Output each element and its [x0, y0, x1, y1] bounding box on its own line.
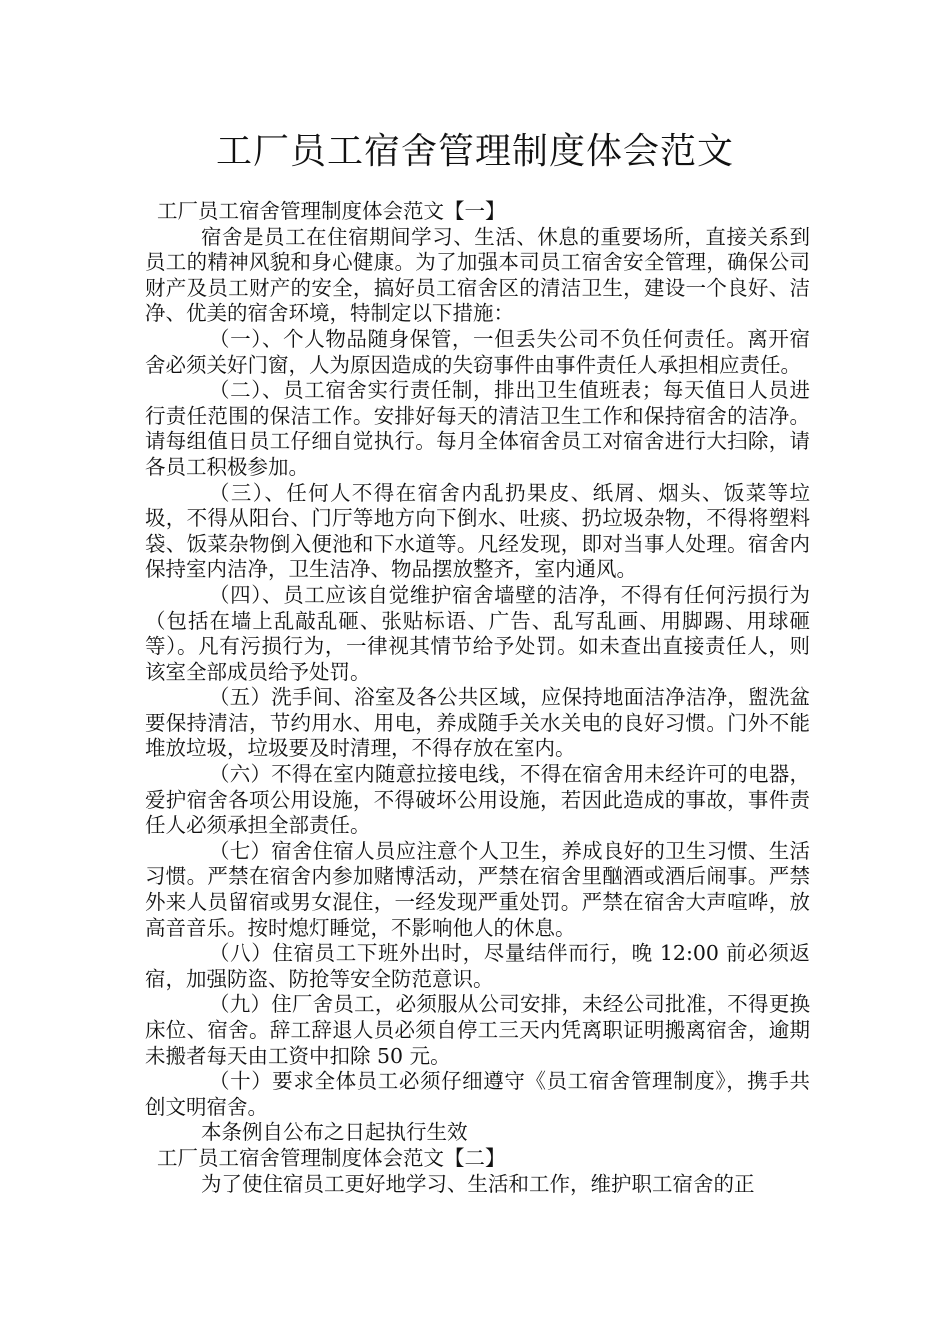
- rule-item-4: （四）、员工应该自觉维护宿舍墙壁的洁净，不得有任何污损行为（包括在墙上乱敲乱砸、张贴标语、广告、乱写乱画、用脚踢、用球砸等）。凡有污损行为，一律视其情节给予处罚。如未查出直接责任人，则该室全部成员给予处罚。: [145, 582, 810, 684]
- document-body: [145, 199, 810, 1197]
- rule-item-8: （八）住宿员工下班外出时，尽量结伴而行，晚 12:00 前必须返宿，加强防盗、防抢等安全防范意识。: [145, 941, 810, 991]
- document-title: 工厂员工宿舍管理制度体会范文: [215, 131, 734, 172]
- rule-item-10: （十）要求全体员工必须仔细遵守《员工宿舍管理制度》，携手共创文明宿舍。: [145, 1069, 810, 1119]
- rule-item-9: （九）住厂舍员工，必须服从公司安排，未经公司批准，不得更换床位、宿舍。辞工辞退人员必须自停工三天内凭离职证明搬离宿舍，逾期未搬者每天由工资中扣除 50 元。: [145, 992, 810, 1068]
- rule-item-6: （六）不得在室内随意拉接电线，不得在宿舍用未经许可的电器，爱护宿舍各项公用设施，不得破坏公用设施，若因此造成的事故，事件责任人必须承担全部责任。: [145, 762, 810, 838]
- rule-item-3: （三）、任何人不得在宿舍内乱扔果皮、纸屑、烟头、饭菜等垃圾，不得从阳台、门厅等地方向下倒水、吐痰、扔垃圾杂物，不得将塑料袋、饭菜杂物倒入便池和下水道等。凡经发现，即对当事人处理。宿舍内保持室内洁净，卫生洁净、物品摆放整齐，室内通风。: [145, 480, 810, 582]
- rule-item-7: （七）宿舍住宿人员应注意个人卫生，养成良好的卫生习惯、生活习惯。严禁在宿舍内参加赌博活动，严禁在宿舍里酗酒或酒后闹事。严禁外来人员留宿或男女混住，一经发现严重处罚。严禁在宿舍大声喧哗，放高音音乐。按时熄灯睡觉，不影响他人的休息。: [145, 838, 810, 940]
- rule-item-5: （五）洗手间、浴室及各公共区域，应保持地面洁净洁净，盥洗盆要保持清洁，节约用水、用电，养成随手关水关电的良好习惯。门外不能堆放垃圾，垃圾要及时清理，不得存放在室内。: [145, 685, 810, 761]
- rule-item-2: （二）、员工宿舍实行责任制，排出卫生值班表；每天值日人员进行责任范围的保洁工作。安排好每天的清洁卫生工作和保持宿舍的洁净。请每组值日员工仔细自觉执行。每月全体宿舍员工对宿舍进行大扫除，请各员工积极参加。: [145, 378, 810, 479]
- intro-paragraph: 宿舍是员工在住宿期间学习、生活、休息的重要场所，直接关系到员工的精神风貌和身心健康。为了加强本司员工宿舍安全管理，确保公司财产及员工财产的安全，搞好员工宿舍区的清洁卫生，建设一个良好、洁净、优美的宿舍环境，特制定以下措施：: [145, 224, 810, 326]
- section-2-intro: 为了使住宿员工更好地学习、生活和工作，维护职工宿舍的正: [201, 1171, 755, 1196]
- section-2-heading: 工厂员工宿舍管理制度体会范文【二】: [157, 1145, 506, 1170]
- section-1-heading: 工厂员工宿舍管理制度体会范文【一】: [157, 199, 506, 223]
- effective-note: 本条例自公布之日起执行生效: [201, 1120, 468, 1145]
- rule-item-1: （一）、个人物品随身保管，一但丢失公司不负任何责任。离开宿舍必须关好门窗，人为原因造成的失窃事件由事件责任人承担相应责任。: [145, 326, 810, 377]
